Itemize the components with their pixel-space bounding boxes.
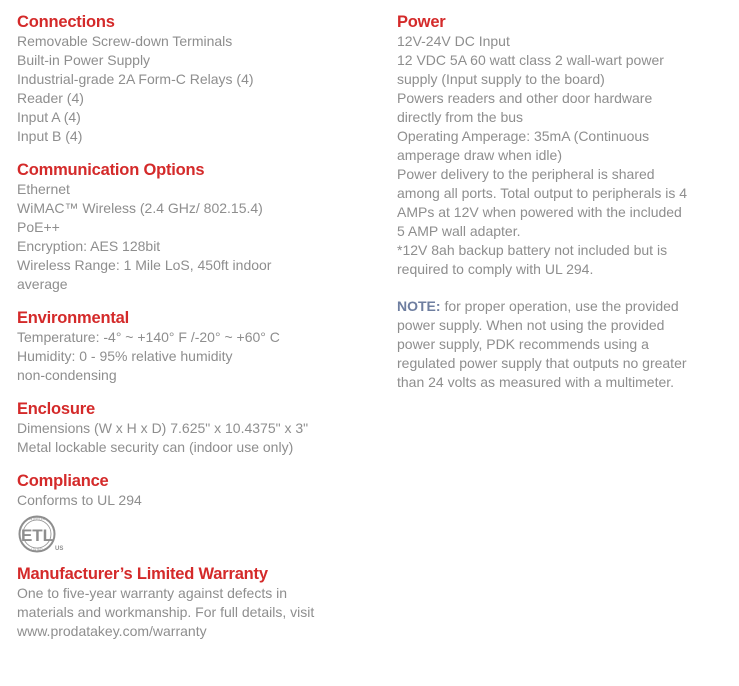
warranty-section	[17, 564, 367, 641]
warranty-item: materials and workmanship. For full details, visit	[17, 604, 315, 620]
note-section	[397, 297, 727, 392]
etl-logo-top-text: INTERTEK	[29, 517, 45, 521]
enclosure-item: Dimensions (W x H x D) 7.625" x 10.4375" x 3"	[17, 420, 309, 436]
compliance-item: Conforms to UL 294	[17, 492, 142, 508]
communication-item: WiMAC™ Wireless (2.4 GHz/ 802.15.4)	[17, 200, 263, 216]
compliance-heading: Compliance	[17, 472, 109, 490]
enclosure-heading: Enclosure	[17, 400, 95, 418]
etl-listed-logo	[17, 514, 69, 554]
environmental-item: non-condensing	[17, 367, 117, 383]
environmental-item: Temperature: -4° ~ +140° F /-20° ~ +60° C	[17, 329, 280, 345]
power-item: AMPs at 12V when powered with the included	[397, 204, 682, 220]
note-first-text: for proper operation, use the provided	[440, 298, 679, 314]
communication-item: average	[17, 276, 68, 292]
connections-item: Reader (4)	[17, 90, 84, 106]
enclosure-section	[17, 399, 367, 457]
communication-item: Ethernet	[17, 181, 70, 197]
environmental-heading: Environmental	[17, 309, 130, 327]
communication-section	[17, 160, 367, 294]
etl-logo-text: ETL	[20, 526, 54, 545]
power-item: among all ports. Total output to peripherals is 4	[397, 185, 688, 201]
etl-logo-us-text: US	[55, 546, 64, 552]
warranty-heading: Manufacturer’s Limited Warranty	[17, 565, 268, 583]
environmental-item: Humidity: 0 - 95% relative humidity	[17, 348, 233, 364]
power-item: supply (Input supply to the board)	[397, 71, 605, 87]
left-column	[17, 12, 367, 655]
connections-item: Industrial-grade 2A Form-C Relays (4)	[17, 71, 254, 87]
power-item: directly from the bus	[397, 109, 524, 125]
note-line: power supply. When not using the provided	[397, 317, 665, 333]
power-item: Operating Amperage: 35mA (Continuous	[397, 128, 650, 144]
connections-section	[17, 12, 367, 146]
power-section	[397, 12, 727, 279]
power-item: Power delivery to the peripheral is shared	[397, 166, 655, 182]
power-item: amperage draw when idle)	[397, 147, 562, 163]
etl-logo-bottom-text: LISTED	[31, 547, 43, 552]
note-line: power supply, PDK recommends using a	[397, 336, 649, 352]
connections-item: Built-in Power Supply	[17, 52, 151, 68]
power-item: Powers readers and other door hardware	[397, 90, 653, 106]
warranty-link[interactable]: www.prodatakey.com/warranty	[17, 623, 207, 639]
note-first-line	[397, 297, 727, 316]
right-column	[397, 12, 727, 406]
environmental-section	[17, 308, 367, 385]
communication-item: Wireless Range: 1 Mile LoS, 450ft indoor	[17, 257, 272, 273]
communication-item: Encryption: AES 128bit	[17, 238, 161, 254]
power-item: 12V-24V DC Input	[397, 33, 510, 49]
power-item: 12 VDC 5A 60 watt class 2 wall-wart power	[397, 52, 664, 68]
connections-item: Removable Screw-down Terminals	[17, 33, 233, 49]
connections-item: Input B (4)	[17, 128, 83, 144]
compliance-section	[17, 471, 367, 554]
power-heading: Power	[397, 13, 446, 31]
communication-heading: Communication Options	[17, 161, 205, 179]
note-line: regulated power supply that outputs no greater	[397, 355, 687, 371]
power-item: 5 AMP wall adapter.	[397, 223, 521, 239]
power-item: required to comply with UL 294.	[397, 261, 594, 277]
connections-item: Input A (4)	[17, 109, 81, 125]
note-label: NOTE:	[397, 298, 441, 314]
connections-heading: Connections	[17, 13, 115, 31]
warranty-item: One to five-year warranty against defects in	[17, 585, 288, 601]
power-item: *12V 8ah backup battery not included but is	[397, 242, 668, 258]
communication-item: PoE++	[17, 219, 60, 235]
note-line: than 24 volts as measured with a multimeter.	[397, 374, 675, 390]
enclosure-item: Metal lockable security can (indoor use only)	[17, 439, 294, 455]
